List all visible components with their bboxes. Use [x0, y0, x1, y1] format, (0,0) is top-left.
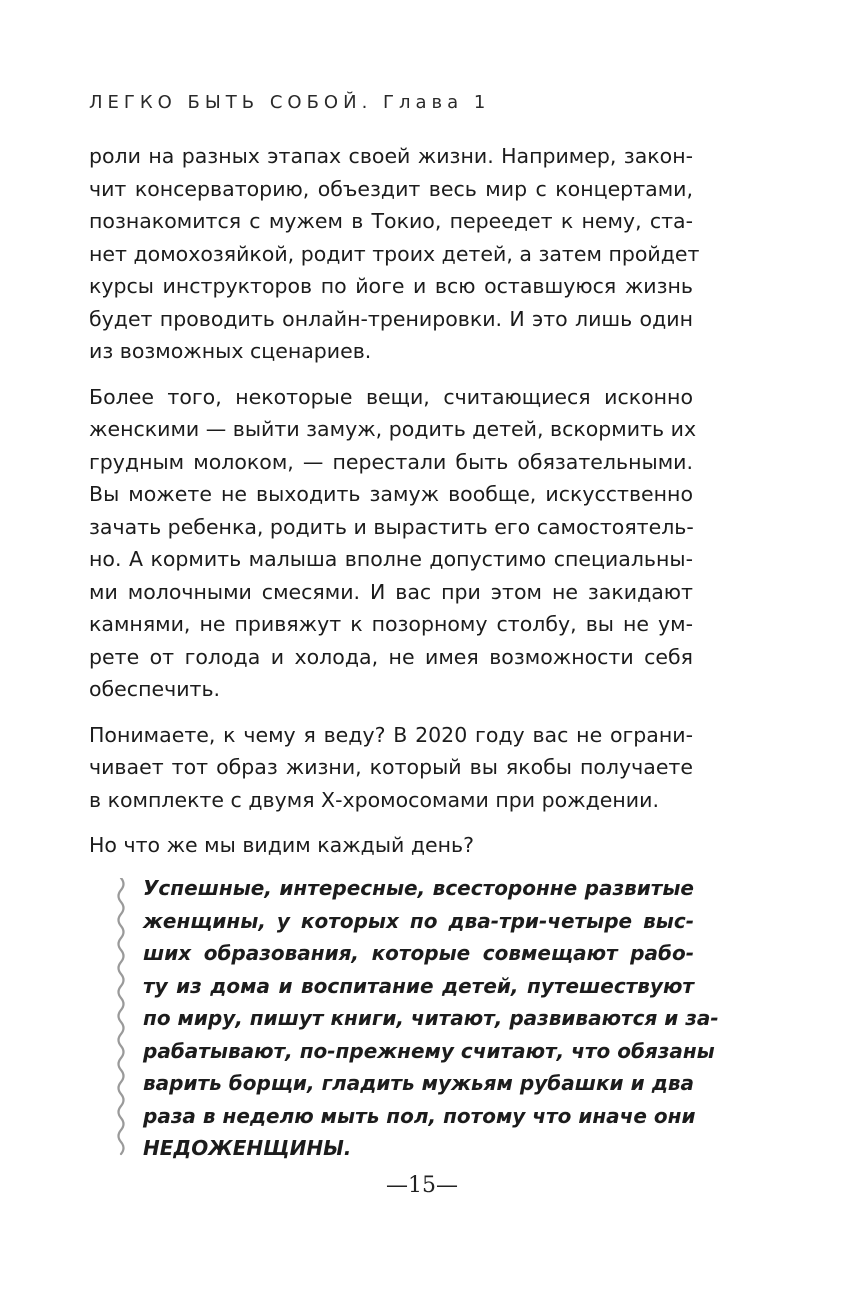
- quote-line: Успешные, интересные, всесторонне развитые: [143, 876, 694, 900]
- quote-line: НЕДОЖЕНЩИНЫ.: [143, 1136, 352, 1160]
- text-line: чит консерваторию, объездит весь мир с концертами,: [89, 176, 693, 201]
- text-line: чивает тот образ жизни, который вы якобы получаете: [89, 755, 693, 779]
- text-line: Вы можете не выходить замуж вообще, искусственно: [89, 482, 693, 506]
- text-line: ми молочными смесями. И вас при этом не закидают: [89, 579, 693, 604]
- paragraph: [89, 140, 700, 368]
- text-line: Более того, некоторые вещи, считающиеся исконно: [89, 384, 693, 409]
- text-line: курсы инструкторов по йоге и всю оставшуюся жизнь: [89, 274, 693, 298]
- text-line: Понимаете, к чему я веду? В 2020 году вас не ограни-: [89, 722, 693, 747]
- text-line: грудным молоком, — перестали быть обязательными.: [89, 449, 693, 474]
- text-line: но. А кормить малыша вполне допустимо специальны-: [89, 547, 693, 571]
- text-line: нет домохозяйкой, родит троих детей, а затем пройдет: [89, 241, 700, 266]
- text-line: зачать ребенка, родить и вырастить его самостоятель-: [89, 514, 694, 539]
- text-line: в комплекте с двумя Х-хромосомами при рождении.: [89, 787, 659, 812]
- quote-line: ту из дома и воспитание детей, путешествуют: [143, 973, 694, 998]
- text-line: познакомится с мужем в Токио, переедет к нему, ста-: [89, 209, 693, 233]
- text-line: рете от голода и холода, не имея возможности себя: [89, 644, 693, 669]
- quote-line: ших образования, которые совмещают рабо-: [143, 941, 694, 965]
- page-number: —15—: [386, 1173, 458, 1198]
- text-line: роли на разных этапах своей жизни. Например, закон-: [89, 144, 693, 168]
- paragraph: [89, 381, 697, 706]
- text-line: будет проводить онлайн-тренировки. И это лишь один: [89, 306, 693, 331]
- text-line: Но что же мы видим каждый день?: [89, 833, 474, 857]
- text-line: из возможных сценариев.: [89, 339, 372, 363]
- wavy-quote-rule-icon: [114, 878, 128, 1158]
- quote-line: раза в неделю мыть пол, потому что иначе они: [143, 1103, 696, 1128]
- paragraph: [89, 829, 693, 862]
- quote-text: [143, 872, 719, 1165]
- quote-line: женщины, у которых по два-три-четыре выс-: [143, 908, 694, 933]
- text-line: камнями, не привяжут к позорному столбу, вы не ум-: [89, 612, 693, 636]
- text-line: обеспечить.: [89, 677, 221, 701]
- paragraph: [89, 719, 693, 817]
- body-text: [89, 140, 700, 862]
- quote-line: варить борщи, гладить мужьям рубашки и два: [143, 1071, 694, 1095]
- running-header: ЛЕГКО БЫТЬ СОБОЙ. Глава 1: [89, 92, 491, 113]
- quote-line: рабатывают, по-прежнему считают, что обязаны: [143, 1038, 715, 1063]
- text-line: женскими — выйти замуж, родить детей, вскормить их: [89, 417, 697, 441]
- quote-line: по миру, пишут книги, читают, развиваются и за-: [143, 1006, 719, 1030]
